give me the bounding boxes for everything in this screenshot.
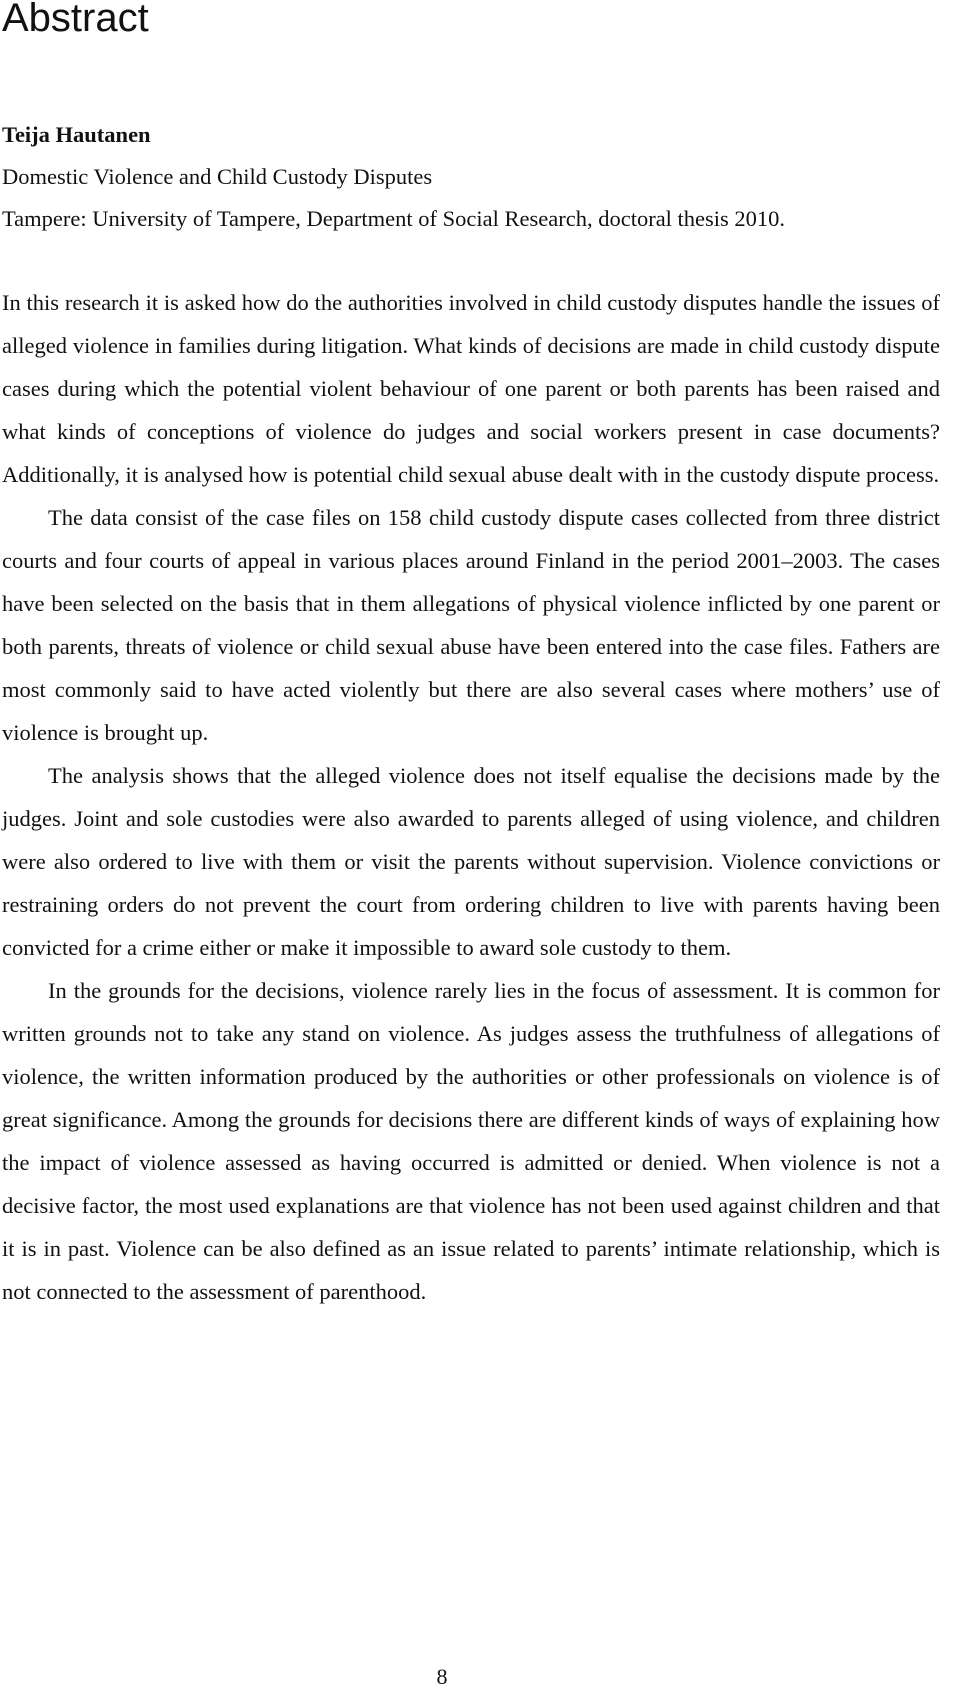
bibliographic-info [2, 114, 942, 240]
abstract-paragraph-3: The analysis shows that the alleged violence does not itself equalise the decisions made by the judges. Joint and sole custodies were also awarded to parents alleged of using violence, and children were also ordered to live with them or visit the parents without supervision. Violence convictions or restraining orders do not prevent the court from ordering children to live with parents having been convicted for a crime either or make it impossible to award sole custody to them. [2, 763, 940, 960]
abstract-paragraph-1: In this research it is asked how do the authorities involved in child custody disputes handle the issues of alleged violence in families during litigation. What kinds of decisions are made in child custody dispute cases during which the potential violent behaviour of one parent or both parents has been raised and what kinds of conceptions of violence do judges and social workers present in case documents? Additionally, it is analysed how is potential child sexual abuse dealt with in the custody dispute process. [2, 290, 940, 487]
page-heading: Abstract [2, 0, 149, 40]
publication-info: Tampere: University of Tampere, Department of Social Research, doctoral thesis 2010. [2, 206, 786, 231]
author-name: Teija Hautanen [2, 122, 151, 147]
page-number: 8 [436, 1664, 448, 1689]
abstract-paragraph-4: In the grounds for the decisions, violence rarely lies in the focus of assessment. It is common for written grounds not to take any stand on violence. As judges assess the truthfulness of allegations of violence, the written information produced by the authorities or other professionals on violence is of great significance. Among the grounds for decisions there are different kinds of ways of explaining how the impact of violence assessed as having occurred is admitted or denied. When violence is not a decisive factor, the most used explanations are that violence has not been used against children and that it is in past. Violence can be also defined as an issue related to parents’ intimate relationship, which is not connected to the assessment of parenthood. [2, 978, 940, 1304]
abstract-body [2, 281, 940, 1313]
abstract-paragraph-2: The data consist of the case files on 158 child custody dispute cases collected from three district courts and four courts of appeal in various places around Finland in the period 2001–2003. The cases have been selected on the basis that in them allegations of physical violence inflicted by one parent or both parents, threats of violence or child sexual abuse have been entered into the case files. Fathers are most commonly said to have acted violently but there are also several cases where mothers’ use of violence is brought up. [2, 505, 940, 745]
thesis-title: Domestic Violence and Child Custody Disputes [2, 164, 433, 189]
